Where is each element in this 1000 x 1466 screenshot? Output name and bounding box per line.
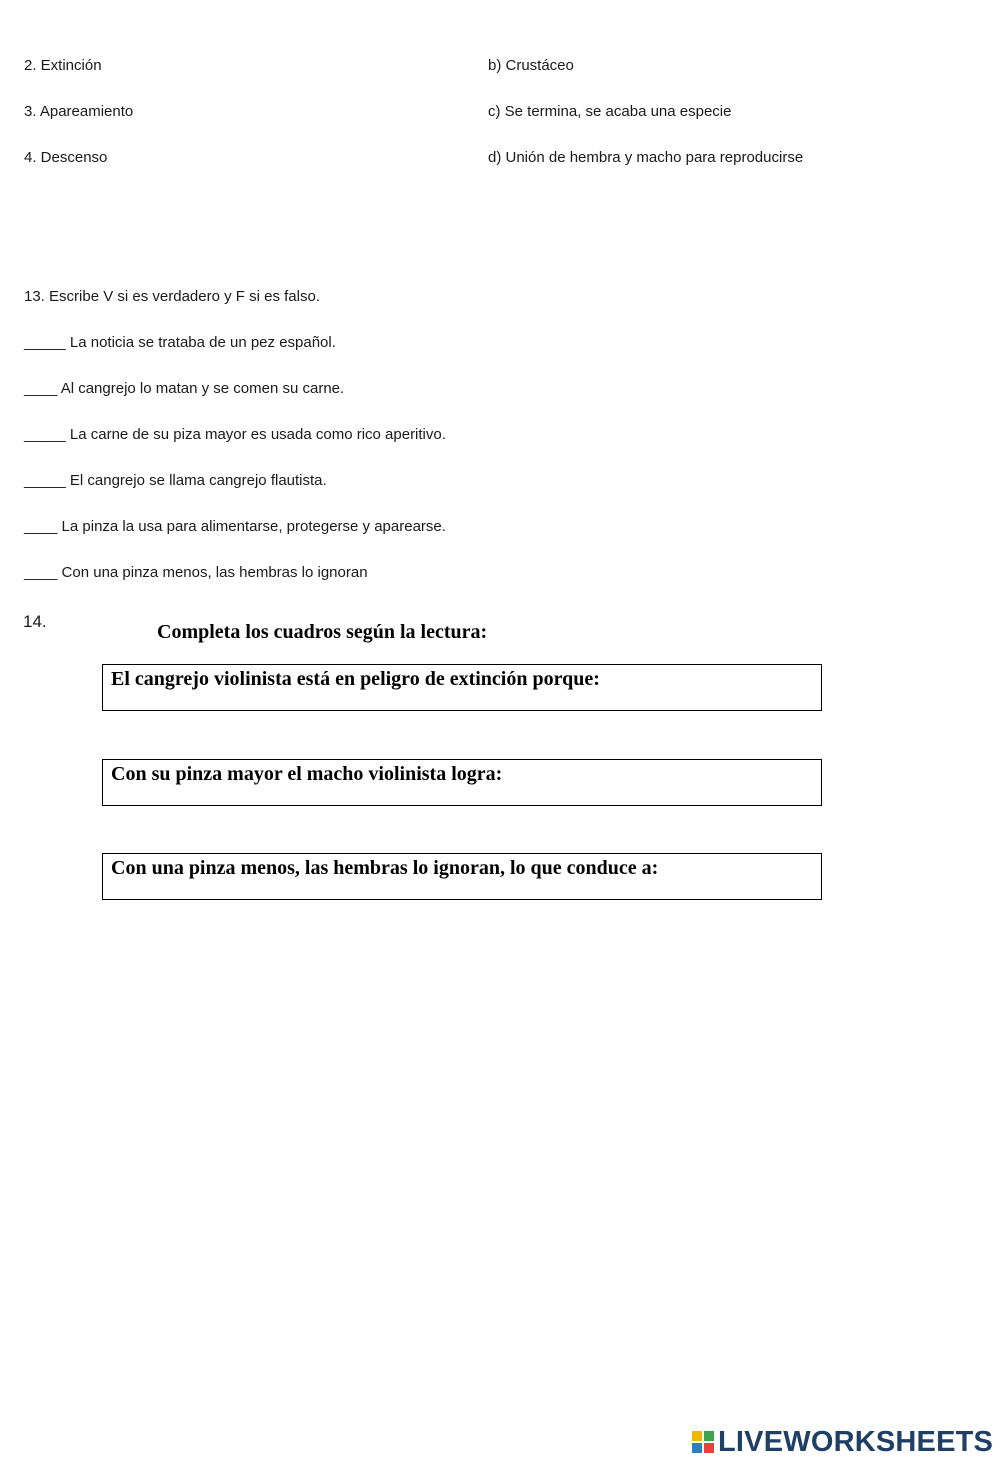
liveworksheets-logo-text: LIVEWORKSHEETS	[718, 1426, 994, 1458]
true-false-statement[interactable]: _____ La noticia se trataba de un pez español.	[24, 334, 336, 351]
answer-box-big-claw-use[interactable]	[102, 759, 822, 806]
true-false-statement[interactable]: ____ Al cangrejo lo matan y se comen su carne.	[24, 380, 345, 397]
true-false-statement[interactable]: _____ El cangrejo se llama cangrejo flautista.	[24, 472, 327, 489]
liveworksheets-logo-icon	[692, 1431, 714, 1453]
true-false-statement[interactable]: ____ La pinza la usa para alimentarse, protegerse y aparearse.	[24, 518, 446, 535]
matching-right-item: d) Unión de hembra y macho para reproducirse	[488, 149, 804, 166]
true-false-statement[interactable]: _____ La carne de su piza mayor es usada como rico aperitivo.	[24, 426, 446, 443]
answer-box-label: El cangrejo violinista está en peligro de extinción porque:	[111, 668, 600, 690]
true-false-statement[interactable]: ____ Con una pinza menos, las hembras lo ignoran	[24, 564, 368, 581]
question-14-title: Completa los cuadros según la lectura:	[157, 621, 488, 643]
matching-left-item: 4. Descenso	[24, 149, 108, 166]
question-14-number: 14.	[23, 612, 47, 631]
answer-box-label: Con su pinza mayor el macho violinista logra:	[111, 763, 503, 785]
question-13-prompt: 13. Escribe V si es verdadero y F si es falso.	[24, 288, 320, 305]
matching-right-item: c) Se termina, se acaba una especie	[488, 103, 732, 120]
matching-left-item: 2. Extinción	[24, 57, 102, 74]
matching-right-item: b) Crustáceo	[488, 57, 574, 74]
answer-box-label: Con una pinza menos, las hembras lo ignoran, lo que conduce a:	[111, 857, 659, 879]
matching-left-item: 3. Apareamiento	[24, 103, 134, 120]
liveworksheets-logo	[692, 1427, 993, 1457]
answer-box-extinction-reason[interactable]	[102, 664, 822, 711]
answer-box-consequence[interactable]	[102, 853, 822, 900]
